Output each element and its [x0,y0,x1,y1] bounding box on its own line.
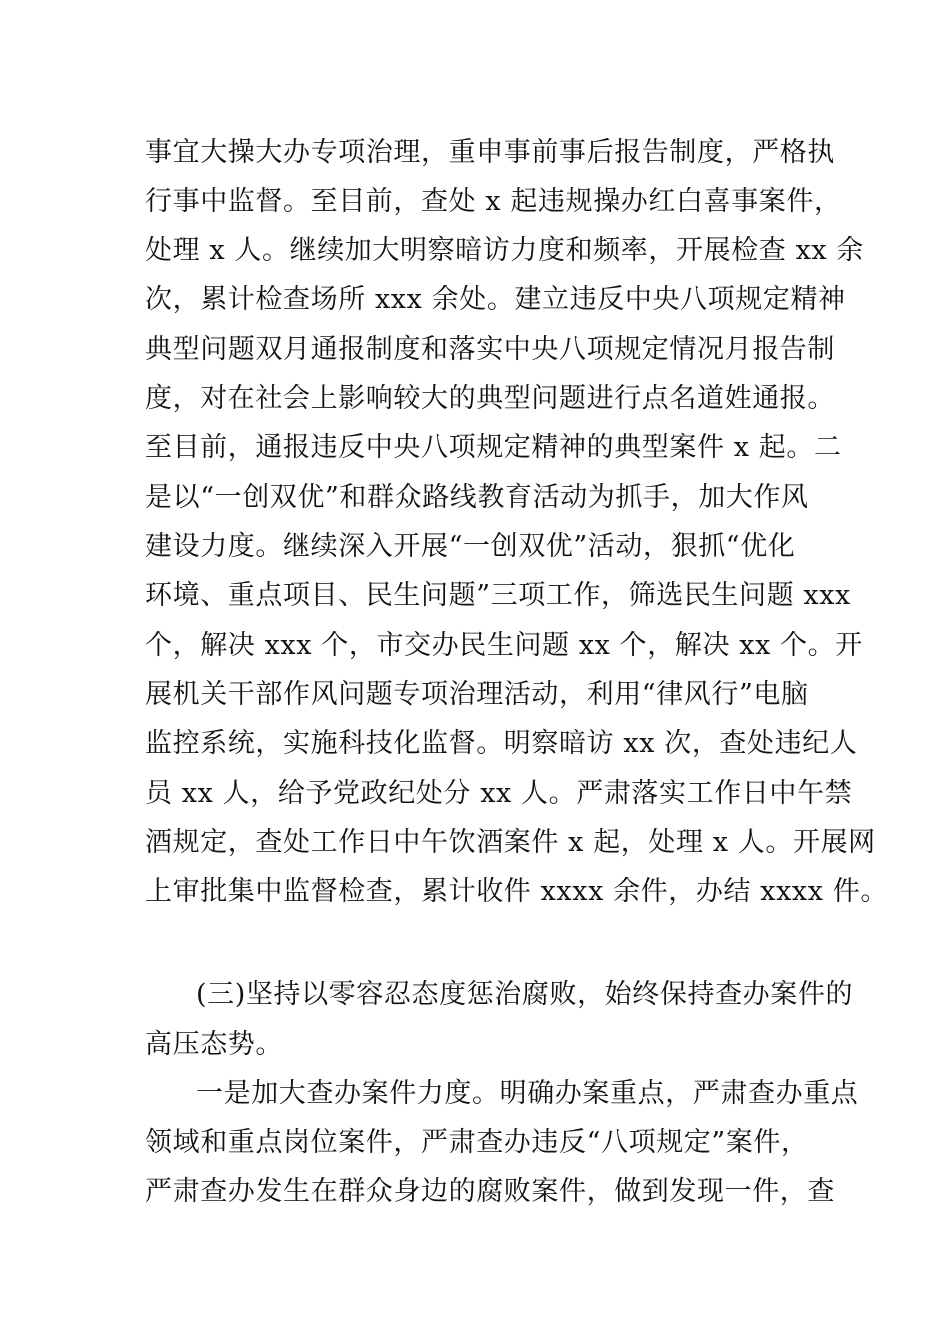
paragraph-line: 至目前，通报违反中央八项规定精神的典型案件 x 起。二 [145,432,842,463]
paragraph-line: 行事中监督。至目前，查处 x 起违规操办红白喜事案件， [145,186,842,217]
paragraph-line: 环境、重点项目、民生问题”三项工作，筛选民生问题 xxx [145,580,851,611]
section-heading-line: (三)坚持以零容忍态度惩治腐败，始终保持查办案件的 [196,979,854,1010]
paragraph-line: 典型问题双月通报制度和落实中央八项规定情况月报告制 [145,334,835,365]
paragraph-line: 员 xx 人，给予党政纪处分 xx 人。严肃落实工作日中午禁 [145,778,853,809]
section-heading-line: 高压态势。 [145,1029,283,1060]
paragraph-line: 严肃查办发生在群众身边的腐败案件，做到发现一件，查 [145,1176,835,1207]
paragraph-line: 一是加大查办案件力度。明确办案重点，严肃查办重点 [196,1078,859,1109]
paragraph-line: 监控系统，实施科技化监督。明察暗访 xx 次，查处违纪人 [145,728,858,759]
paragraph-line: 度，对在社会上影响较大的典型问题进行点名道姓通报。 [145,383,835,414]
paragraph-line: 领域和重点岗位案件，严肃查办违反“八项规定”案件， [145,1127,809,1158]
paragraph-line: 次，累计检查场所 xxx 余处。建立违反中央八项规定精神 [145,284,846,315]
paragraph-line: 个，解决 xxx 个，市交办民生问题 xx 个，解决 xx 个。开 [145,630,863,661]
paragraph-line: 是以“一创双优”和群众路线教育活动为抓手，加大作风 [145,482,809,513]
paragraph-line: 建设力度。继续深入开展“一创双优”活动，狠抓“优化 [145,531,796,562]
paragraph-line: 处理 x 人。继续加大明察暗访力度和频率，开展检查 xx 余 [145,235,865,266]
paragraph-line: 上审批集中监督检查，累计收件 xxxx 余件，办结 xxxx 件。 [145,876,888,907]
paragraph-line: 酒规定，查处工作日中午饮酒案件 x 起，处理 x 人。开展网 [145,827,876,858]
paragraph-line: 展机关干部作风问题专项治理活动，利用“律风行”电脑 [145,679,809,710]
paragraph-line: 事宜大操大办专项治理，重申事前事后报告制度，严格执 [145,137,835,168]
